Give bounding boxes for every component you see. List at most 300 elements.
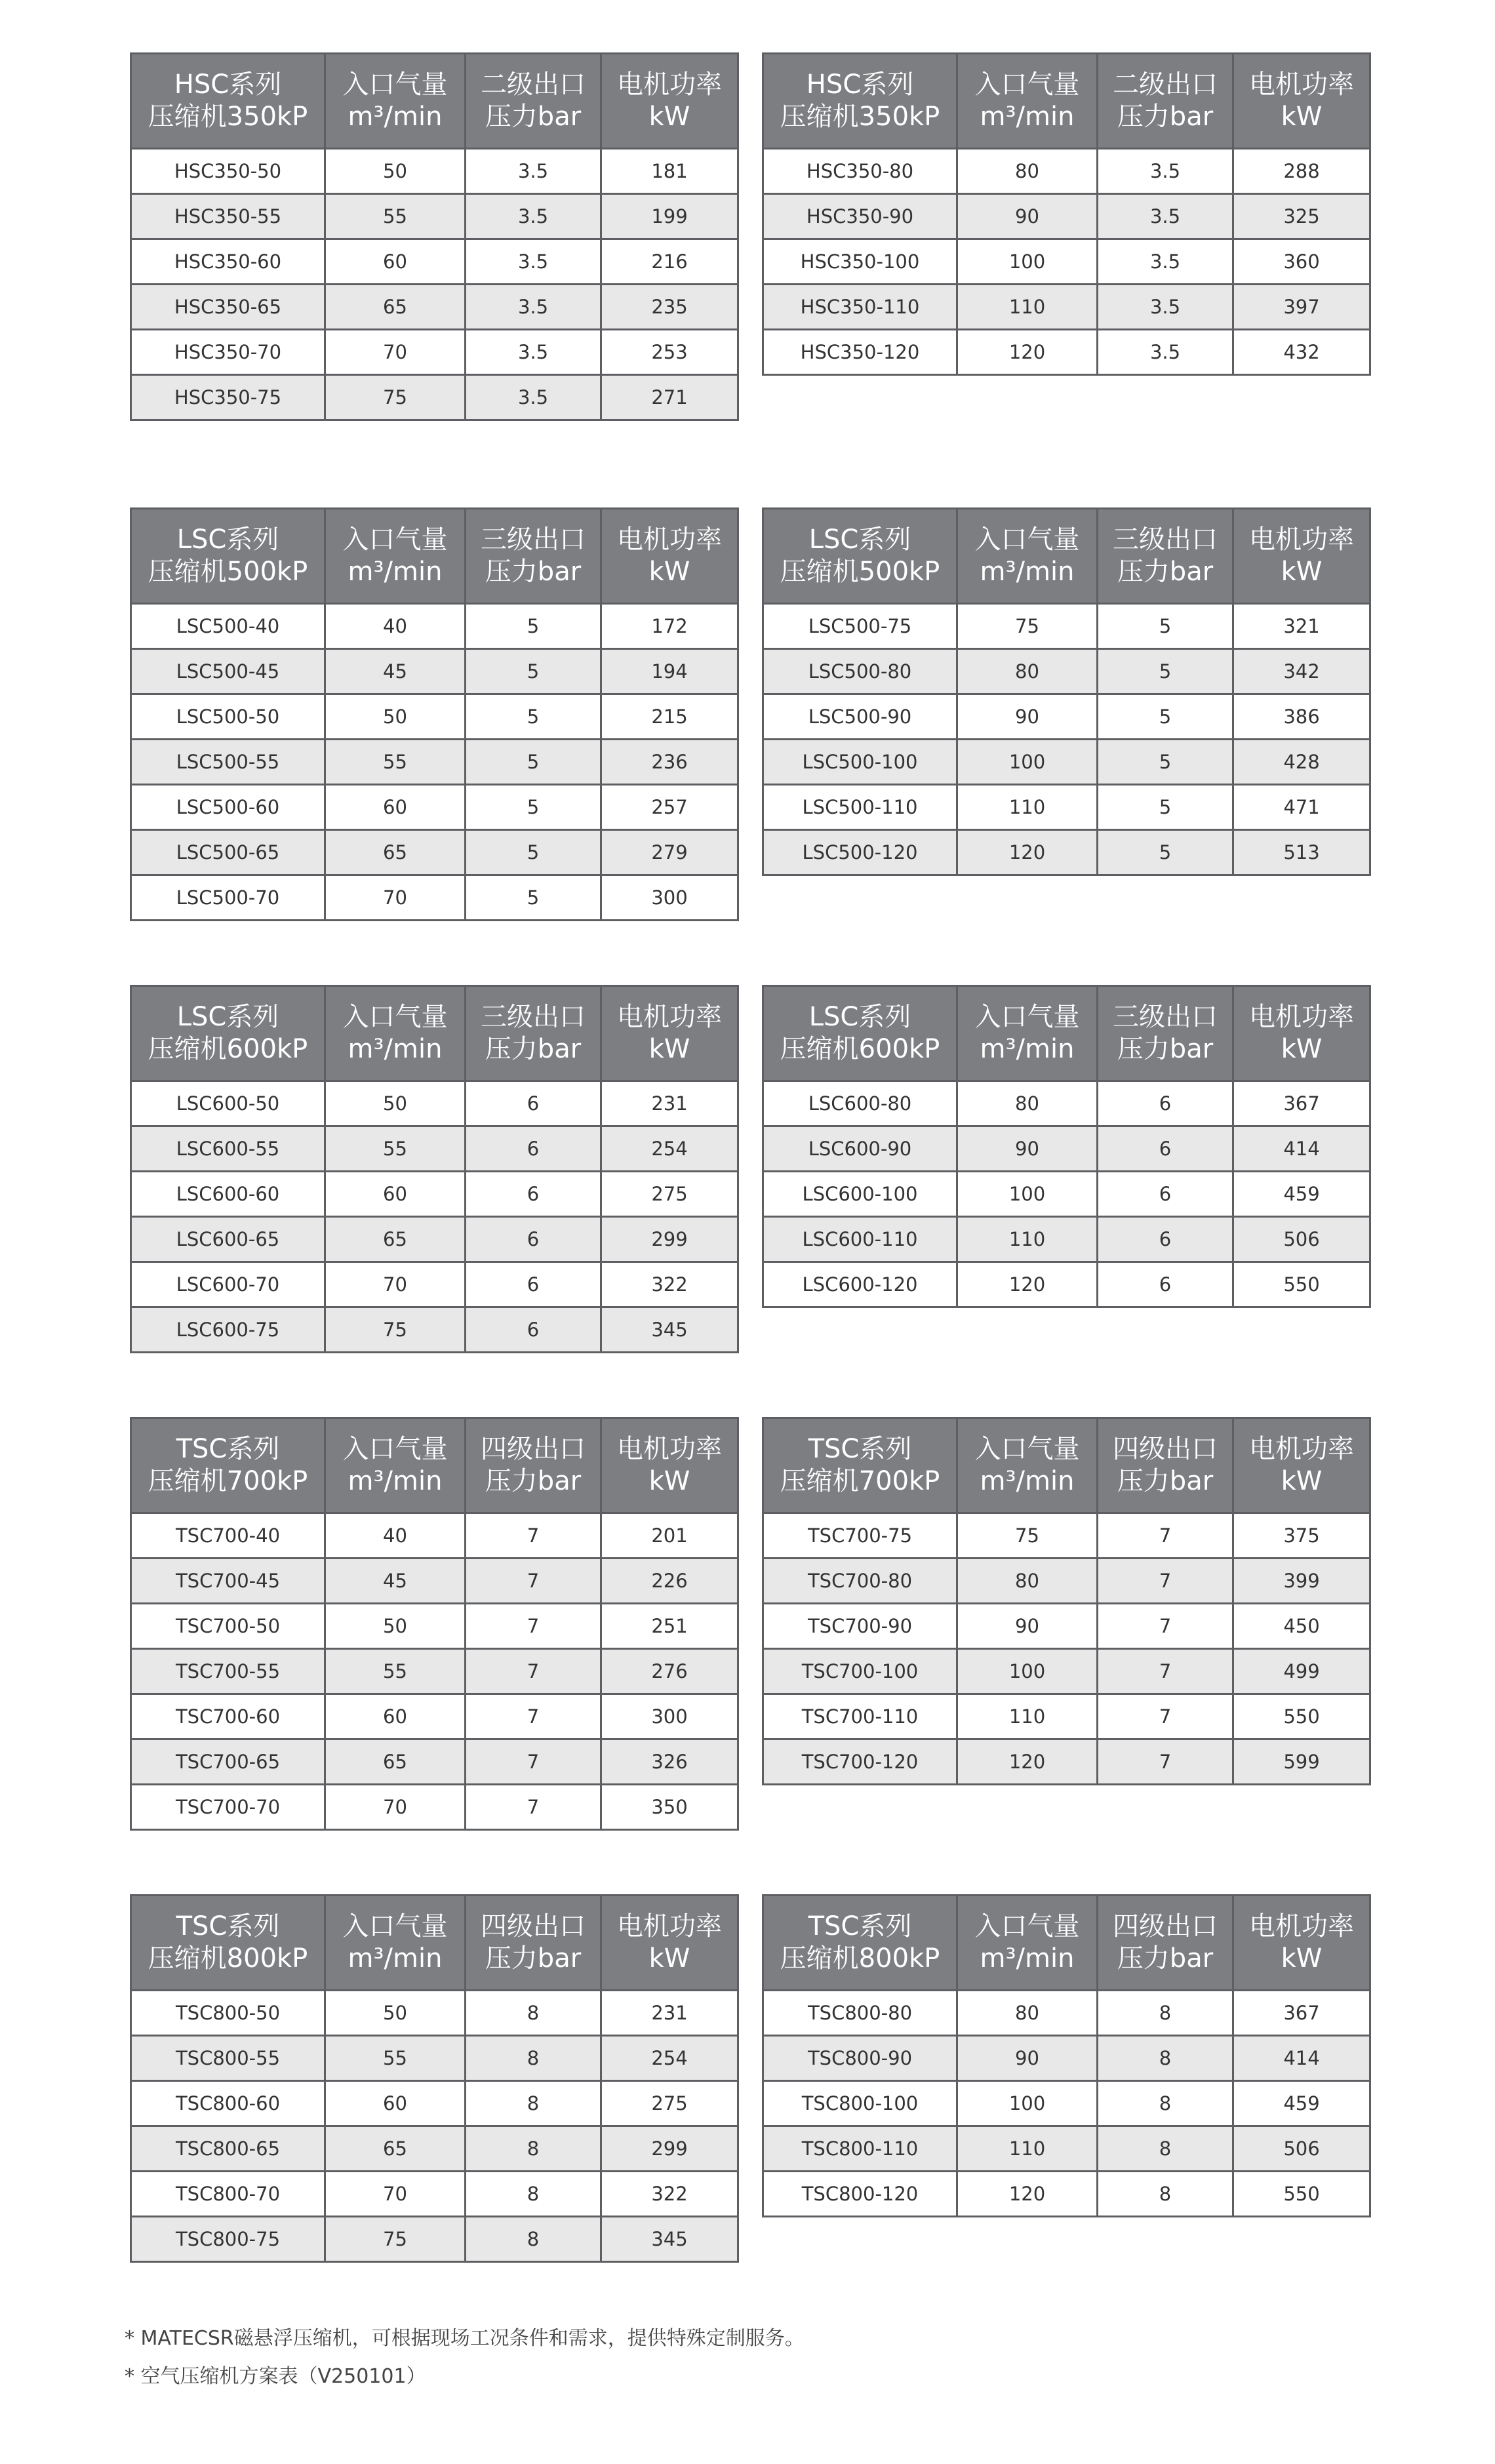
cell-motor-power: 499	[1233, 1649, 1370, 1694]
table-row	[131, 194, 738, 239]
header-model-series: TSC系列 压缩机800kP	[763, 1896, 957, 1991]
table-row	[131, 1262, 738, 1307]
table-row	[763, 1513, 1370, 1559]
cell-model: HSC350-90	[763, 194, 957, 239]
cell-outlet-pressure: 6	[1098, 1081, 1233, 1126]
cell-outlet-pressure: 3.5	[466, 285, 601, 330]
table-row	[131, 694, 738, 740]
cell-inlet-flow: 75	[325, 375, 466, 420]
header-model-series: LSC系列 压缩机600kP	[763, 986, 957, 1081]
cell-motor-power: 231	[601, 1991, 738, 2036]
cell-outlet-pressure: 7	[466, 1559, 601, 1604]
cell-model: TSC700-90	[763, 1604, 957, 1649]
cell-inlet-flow: 45	[325, 1559, 466, 1604]
cell-motor-power: 342	[1233, 649, 1370, 694]
cell-model: LSC500-60	[131, 785, 325, 830]
cell-model: LSC600-80	[763, 1081, 957, 1126]
cell-model: TSC700-70	[131, 1785, 325, 1830]
cell-inlet-flow: 80	[957, 1081, 1098, 1126]
cell-model: TSC800-120	[763, 2172, 957, 2217]
cell-outlet-pressure: 3.5	[1098, 285, 1233, 330]
cell-model: LSC500-110	[763, 785, 957, 830]
header-inlet-flow: 入口气量 m³/min	[325, 509, 466, 604]
cell-inlet-flow: 120	[957, 2172, 1098, 2217]
cell-outlet-pressure: 3.5	[466, 330, 601, 375]
cell-motor-power: 432	[1233, 330, 1370, 375]
cell-inlet-flow: 65	[325, 1739, 466, 1785]
spec-table-tsc700-b	[762, 1417, 1371, 1785]
table-row	[763, 2081, 1370, 2126]
table-row	[131, 1307, 738, 1353]
header-inlet-flow: 入口气量 m³/min	[957, 54, 1098, 149]
cell-model: TSC800-70	[131, 2172, 325, 2217]
cell-outlet-pressure: 3.5	[466, 375, 601, 420]
cell-inlet-flow: 55	[325, 2036, 466, 2081]
cell-model: TSC800-110	[763, 2126, 957, 2172]
cell-model: HSC350-70	[131, 330, 325, 375]
cell-outlet-pressure: 7	[1098, 1739, 1233, 1785]
cell-inlet-flow: 75	[325, 2217, 466, 2262]
table-row	[763, 1991, 1370, 2036]
cell-outlet-pressure: 8	[466, 1991, 601, 2036]
cell-motor-power: 459	[1233, 1172, 1370, 1217]
cell-outlet-pressure: 7	[466, 1604, 601, 1649]
cell-outlet-pressure: 6	[466, 1081, 601, 1126]
table-row	[131, 875, 738, 921]
table-row	[763, 2172, 1370, 2217]
table-row	[131, 740, 738, 785]
cell-model: TSC700-80	[763, 1559, 957, 1604]
header-inlet-flow: 入口气量 m³/min	[325, 986, 466, 1081]
cell-model: TSC800-55	[131, 2036, 325, 2081]
cell-outlet-pressure: 7	[466, 1513, 601, 1559]
cell-model: HSC350-55	[131, 194, 325, 239]
footnotes	[125, 2320, 805, 2396]
cell-outlet-pressure: 6	[466, 1307, 601, 1353]
cell-outlet-pressure: 5	[1098, 785, 1233, 830]
cell-outlet-pressure: 6	[1098, 1262, 1233, 1307]
cell-outlet-pressure: 7	[466, 1694, 601, 1739]
cell-outlet-pressure: 7	[1098, 1694, 1233, 1739]
header-model-series: TSC系列 压缩机800kP	[131, 1896, 325, 1991]
table-row	[131, 1172, 738, 1217]
cell-motor-power: 428	[1233, 740, 1370, 785]
cell-model: LSC600-50	[131, 1081, 325, 1126]
cell-model: LSC500-80	[763, 649, 957, 694]
header-motor-power: 电机功率 kW	[1233, 986, 1370, 1081]
cell-inlet-flow: 80	[957, 1559, 1098, 1604]
cell-outlet-pressure: 5	[1098, 740, 1233, 785]
header-motor-power: 电机功率 kW	[601, 54, 738, 149]
table-row	[131, 1559, 738, 1604]
cell-motor-power: 279	[601, 830, 738, 875]
cell-motor-power: 276	[601, 1649, 738, 1694]
cell-model: LSC500-75	[763, 604, 957, 649]
cell-inlet-flow: 80	[957, 1991, 1098, 2036]
header-outlet-pressure: 二级出口 压力bar	[466, 54, 601, 149]
cell-outlet-pressure: 8	[466, 2217, 601, 2262]
cell-motor-power: 350	[601, 1785, 738, 1830]
cell-motor-power: 322	[601, 1262, 738, 1307]
table-row	[131, 239, 738, 285]
cell-outlet-pressure: 5	[466, 830, 601, 875]
table-header-row	[131, 986, 738, 1081]
table-row	[131, 1126, 738, 1172]
cell-inlet-flow: 70	[325, 1785, 466, 1830]
cell-model: TSC800-50	[131, 1991, 325, 2036]
cell-outlet-pressure: 7	[466, 1649, 601, 1694]
spec-table-hsc350-b	[762, 52, 1371, 376]
cell-outlet-pressure: 6	[1098, 1126, 1233, 1172]
cell-outlet-pressure: 5	[1098, 649, 1233, 694]
table-row	[131, 1649, 738, 1694]
cell-inlet-flow: 120	[957, 330, 1098, 375]
cell-inlet-flow: 65	[325, 285, 466, 330]
cell-inlet-flow: 100	[957, 2081, 1098, 2126]
cell-outlet-pressure: 8	[1098, 2172, 1233, 2217]
cell-inlet-flow: 90	[957, 2036, 1098, 2081]
cell-outlet-pressure: 5	[1098, 830, 1233, 875]
table-row	[763, 1172, 1370, 1217]
table-row	[131, 2172, 738, 2217]
cell-outlet-pressure: 5	[466, 694, 601, 740]
header-model-series: LSC系列 压缩机500kP	[131, 509, 325, 604]
cell-motor-power: 513	[1233, 830, 1370, 875]
cell-motor-power: 550	[1233, 1694, 1370, 1739]
cell-outlet-pressure: 7	[1098, 1604, 1233, 1649]
cell-model: TSC700-50	[131, 1604, 325, 1649]
cell-outlet-pressure: 3.5	[1098, 330, 1233, 375]
table-row	[131, 285, 738, 330]
cell-motor-power: 216	[601, 239, 738, 285]
table-row	[131, 785, 738, 830]
spec-table-lsc500-a	[130, 507, 739, 921]
cell-inlet-flow: 100	[957, 1649, 1098, 1694]
cell-motor-power: 367	[1233, 1991, 1370, 2036]
cell-model: HSC350-80	[763, 149, 957, 194]
cell-inlet-flow: 60	[325, 239, 466, 285]
header-motor-power: 电机功率 kW	[601, 509, 738, 604]
cell-inlet-flow: 55	[325, 1126, 466, 1172]
cell-motor-power: 326	[601, 1739, 738, 1785]
cell-motor-power: 172	[601, 604, 738, 649]
cell-model: HSC350-50	[131, 149, 325, 194]
table-row	[131, 830, 738, 875]
table-row	[763, 604, 1370, 649]
header-model-series: TSC系列 压缩机700kP	[131, 1418, 325, 1513]
cell-inlet-flow: 100	[957, 1172, 1098, 1217]
cell-outlet-pressure: 6	[466, 1217, 601, 1262]
cell-outlet-pressure: 3.5	[466, 149, 601, 194]
table-row	[763, 285, 1370, 330]
table-row	[763, 785, 1370, 830]
table-header-row	[763, 986, 1370, 1081]
cell-inlet-flow: 80	[957, 649, 1098, 694]
cell-motor-power: 345	[601, 2217, 738, 2262]
footnote-custom-service: * MATECSR磁悬浮压缩机，可根据现场工况条件和需求，提供特殊定制服务。	[125, 2327, 805, 2350]
header-model-series: HSC系列 压缩机350kP	[131, 54, 325, 149]
table-row	[763, 194, 1370, 239]
cell-outlet-pressure: 3.5	[466, 239, 601, 285]
cell-inlet-flow: 110	[957, 1694, 1098, 1739]
cell-model: TSC800-65	[131, 2126, 325, 2172]
table-row	[763, 694, 1370, 740]
cell-inlet-flow: 40	[325, 1513, 466, 1559]
header-outlet-pressure: 四级出口 压力bar	[1098, 1418, 1233, 1513]
cell-model: LSC500-100	[763, 740, 957, 785]
header-outlet-pressure: 四级出口 压力bar	[466, 1418, 601, 1513]
cell-model: HSC350-65	[131, 285, 325, 330]
cell-model: TSC700-40	[131, 1513, 325, 1559]
cell-inlet-flow: 50	[325, 1991, 466, 2036]
cell-motor-power: 254	[601, 2036, 738, 2081]
table-row	[763, 740, 1370, 785]
cell-model: LSC600-75	[131, 1307, 325, 1353]
cell-inlet-flow: 90	[957, 694, 1098, 740]
cell-model: TSC800-100	[763, 2081, 957, 2126]
table-row	[763, 1694, 1370, 1739]
cell-motor-power: 201	[601, 1513, 738, 1559]
header-inlet-flow: 入口气量 m³/min	[325, 1418, 466, 1513]
cell-inlet-flow: 60	[325, 2081, 466, 2126]
cell-outlet-pressure: 3.5	[466, 194, 601, 239]
cell-outlet-pressure: 7	[1098, 1513, 1233, 1559]
cell-model: HSC350-110	[763, 285, 957, 330]
table-row	[763, 1604, 1370, 1649]
cell-model: HSC350-120	[763, 330, 957, 375]
header-model-series: TSC系列 压缩机700kP	[763, 1418, 957, 1513]
header-inlet-flow: 入口气量 m³/min	[957, 509, 1098, 604]
cell-inlet-flow: 90	[957, 1604, 1098, 1649]
cell-model: TSC800-60	[131, 2081, 325, 2126]
cell-inlet-flow: 40	[325, 604, 466, 649]
cell-outlet-pressure: 6	[1098, 1172, 1233, 1217]
cell-outlet-pressure: 5	[1098, 604, 1233, 649]
table-row	[763, 2036, 1370, 2081]
table-row	[763, 330, 1370, 375]
cell-motor-power: 300	[601, 875, 738, 921]
cell-motor-power: 199	[601, 194, 738, 239]
cell-motor-power: 321	[1233, 604, 1370, 649]
cell-outlet-pressure: 7	[1098, 1649, 1233, 1694]
cell-model: LSC600-70	[131, 1262, 325, 1307]
cell-outlet-pressure: 8	[1098, 2081, 1233, 2126]
header-outlet-pressure: 四级出口 压力bar	[466, 1896, 601, 1991]
table-header-row	[763, 54, 1370, 149]
header-motor-power: 电机功率 kW	[1233, 1418, 1370, 1513]
cell-outlet-pressure: 3.5	[1098, 149, 1233, 194]
cell-inlet-flow: 70	[325, 1262, 466, 1307]
cell-motor-power: 251	[601, 1604, 738, 1649]
cell-model: LSC500-45	[131, 649, 325, 694]
cell-inlet-flow: 110	[957, 1217, 1098, 1262]
cell-motor-power: 459	[1233, 2081, 1370, 2126]
cell-model: TSC700-75	[763, 1513, 957, 1559]
spec-table-tsc800-a	[130, 1894, 739, 2263]
table-header-row	[131, 1418, 738, 1513]
cell-model: LSC600-55	[131, 1126, 325, 1172]
cell-outlet-pressure: 5	[466, 649, 601, 694]
cell-model: LSC600-100	[763, 1172, 957, 1217]
cell-motor-power: 236	[601, 740, 738, 785]
header-outlet-pressure: 二级出口 压力bar	[1098, 54, 1233, 149]
spec-table-tsc700-a	[130, 1417, 739, 1831]
spec-table-lsc600-a	[130, 985, 739, 1353]
spec-table-hsc350-a	[130, 52, 739, 421]
table-row	[763, 2126, 1370, 2172]
table-row	[763, 1217, 1370, 1262]
table-row	[763, 1081, 1370, 1126]
table-header-row	[131, 54, 738, 149]
cell-motor-power: 375	[1233, 1513, 1370, 1559]
spec-table-lsc500-b	[762, 507, 1371, 876]
cell-motor-power: 399	[1233, 1559, 1370, 1604]
cell-inlet-flow: 50	[325, 1081, 466, 1126]
table-row	[131, 1217, 738, 1262]
cell-motor-power: 194	[601, 649, 738, 694]
cell-motor-power: 471	[1233, 785, 1370, 830]
header-motor-power: 电机功率 kW	[601, 1418, 738, 1513]
cell-motor-power: 506	[1233, 2126, 1370, 2172]
header-outlet-pressure: 三级出口 压力bar	[1098, 509, 1233, 604]
cell-inlet-flow: 65	[325, 2126, 466, 2172]
cell-model: TSC800-80	[763, 1991, 957, 2036]
spec-table-lsc600-b	[762, 985, 1371, 1308]
cell-model: LSC600-60	[131, 1172, 325, 1217]
cell-outlet-pressure: 5	[466, 875, 601, 921]
cell-model: LSC600-65	[131, 1217, 325, 1262]
cell-inlet-flow: 90	[957, 1126, 1098, 1172]
cell-model: TSC700-65	[131, 1739, 325, 1785]
table-header-row	[763, 1896, 1370, 1991]
table-row	[131, 1604, 738, 1649]
cell-model: LSC500-50	[131, 694, 325, 740]
cell-outlet-pressure: 7	[466, 1785, 601, 1830]
cell-motor-power: 275	[601, 2081, 738, 2126]
table-row	[131, 330, 738, 375]
cell-inlet-flow: 50	[325, 1604, 466, 1649]
cell-outlet-pressure: 8	[1098, 2126, 1233, 2172]
header-motor-power: 电机功率 kW	[601, 1896, 738, 1991]
cell-outlet-pressure: 8	[1098, 2036, 1233, 2081]
cell-motor-power: 271	[601, 375, 738, 420]
cell-model: LSC600-120	[763, 1262, 957, 1307]
cell-inlet-flow: 55	[325, 194, 466, 239]
table-header-row	[131, 1896, 738, 1991]
table-row	[131, 1785, 738, 1830]
cell-model: TSC700-60	[131, 1694, 325, 1739]
table-header-row	[763, 509, 1370, 604]
footnote-version: * 空气压缩机方案表（V250101）	[125, 2365, 426, 2388]
cell-inlet-flow: 50	[325, 149, 466, 194]
cell-model: TSC700-55	[131, 1649, 325, 1694]
cell-inlet-flow: 75	[957, 1513, 1098, 1559]
cell-model: HSC350-60	[131, 239, 325, 285]
cell-model: LSC500-120	[763, 830, 957, 875]
header-motor-power: 电机功率 kW	[601, 986, 738, 1081]
cell-inlet-flow: 55	[325, 740, 466, 785]
header-inlet-flow: 入口气量 m³/min	[325, 1896, 466, 1991]
header-model-series: LSC系列 压缩机500kP	[763, 509, 957, 604]
cell-inlet-flow: 55	[325, 1649, 466, 1694]
cell-inlet-flow: 50	[325, 694, 466, 740]
cell-outlet-pressure: 8	[1098, 1991, 1233, 2036]
cell-motor-power: 254	[601, 1126, 738, 1172]
cell-motor-power: 253	[601, 330, 738, 375]
header-inlet-flow: 入口气量 m³/min	[957, 1896, 1098, 1991]
cell-motor-power: 322	[601, 2172, 738, 2217]
cell-outlet-pressure: 6	[466, 1172, 601, 1217]
cell-motor-power: 414	[1233, 1126, 1370, 1172]
header-motor-power: 电机功率 kW	[1233, 1896, 1370, 1991]
cell-motor-power: 414	[1233, 2036, 1370, 2081]
cell-outlet-pressure: 7	[466, 1739, 601, 1785]
cell-outlet-pressure: 3.5	[1098, 194, 1233, 239]
table-row	[131, 604, 738, 649]
cell-motor-power: 299	[601, 2126, 738, 2172]
table-row	[763, 239, 1370, 285]
table-row	[763, 1559, 1370, 1604]
cell-inlet-flow: 60	[325, 1694, 466, 1739]
cell-inlet-flow: 120	[957, 1262, 1098, 1307]
table-row	[763, 649, 1370, 694]
cell-motor-power: 360	[1233, 239, 1370, 285]
table-row	[131, 2217, 738, 2262]
cell-outlet-pressure: 8	[466, 2172, 601, 2217]
table-row	[131, 1694, 738, 1739]
cell-outlet-pressure: 8	[466, 2036, 601, 2081]
cell-motor-power: 386	[1233, 694, 1370, 740]
cell-inlet-flow: 65	[325, 830, 466, 875]
table-row	[131, 375, 738, 420]
cell-motor-power: 288	[1233, 149, 1370, 194]
cell-inlet-flow: 70	[325, 875, 466, 921]
table-row	[763, 1649, 1370, 1694]
table-row	[763, 1739, 1370, 1785]
header-motor-power: 电机功率 kW	[1233, 54, 1370, 149]
cell-inlet-flow: 110	[957, 2126, 1098, 2172]
cell-model: LSC500-70	[131, 875, 325, 921]
cell-inlet-flow: 100	[957, 239, 1098, 285]
cell-model: LSC600-90	[763, 1126, 957, 1172]
table-row	[131, 1991, 738, 2036]
cell-motor-power: 181	[601, 149, 738, 194]
cell-outlet-pressure: 5	[466, 785, 601, 830]
header-model-series: HSC系列 压缩机350kP	[763, 54, 957, 149]
table-row	[131, 1739, 738, 1785]
cell-outlet-pressure: 6	[1098, 1217, 1233, 1262]
table-row	[763, 149, 1370, 194]
cell-model: LSC500-55	[131, 740, 325, 785]
cell-motor-power: 231	[601, 1081, 738, 1126]
cell-motor-power: 300	[601, 1694, 738, 1739]
cell-model: TSC800-90	[763, 2036, 957, 2081]
cell-outlet-pressure: 3.5	[1098, 239, 1233, 285]
cell-inlet-flow: 80	[957, 149, 1098, 194]
cell-motor-power: 397	[1233, 285, 1370, 330]
header-model-series: LSC系列 压缩机600kP	[131, 986, 325, 1081]
cell-model: TSC700-110	[763, 1694, 957, 1739]
cell-model: TSC700-45	[131, 1559, 325, 1604]
header-inlet-flow: 入口气量 m³/min	[325, 54, 466, 149]
cell-inlet-flow: 100	[957, 740, 1098, 785]
header-outlet-pressure: 三级出口 压力bar	[1098, 986, 1233, 1081]
table-row	[131, 149, 738, 194]
cell-model: TSC800-75	[131, 2217, 325, 2262]
cell-motor-power: 367	[1233, 1081, 1370, 1126]
table-row	[131, 2081, 738, 2126]
cell-model: HSC350-100	[763, 239, 957, 285]
